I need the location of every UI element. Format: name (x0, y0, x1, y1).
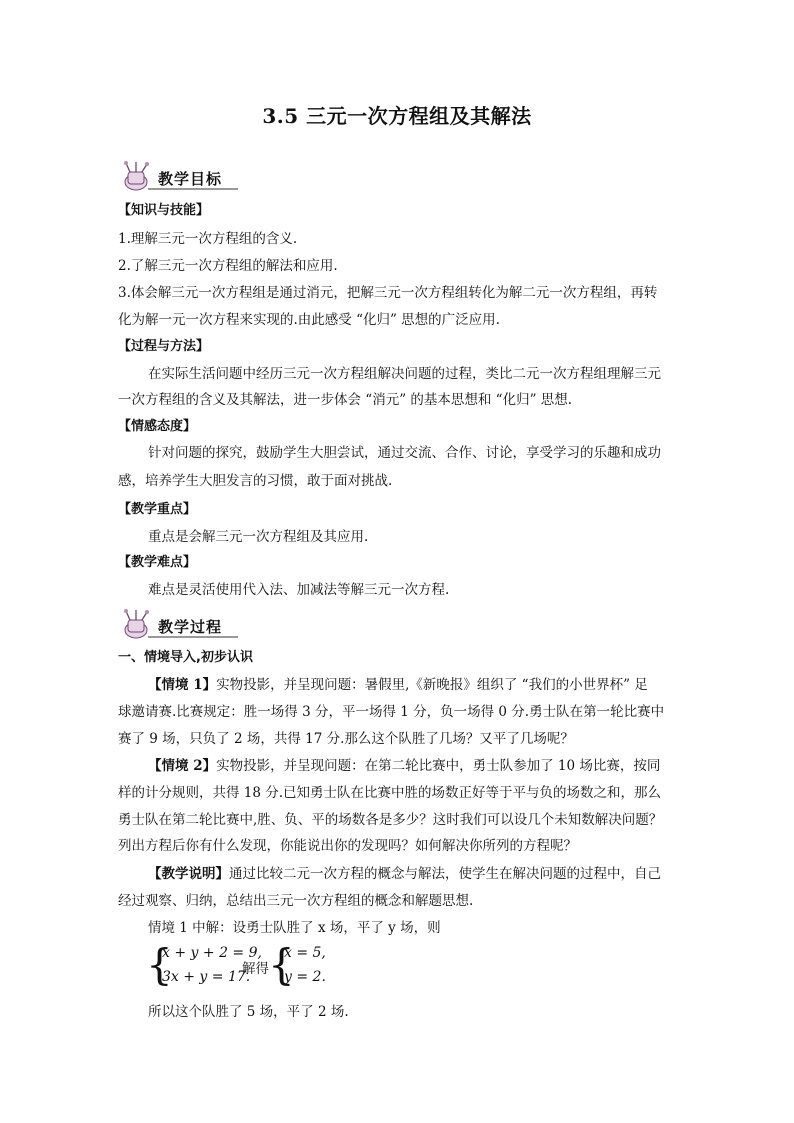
scenario-1-label: 【情境 1】 (148, 677, 217, 693)
answer-1: x = 5, (284, 945, 326, 961)
result-brace: { (268, 940, 295, 989)
attitude-line: 感，培养学生大胆发言的习惯，敢于面对挑战. (118, 473, 393, 489)
difficulty-text: 难点是灵活使用代入法、加减法等解三元一次方程. (148, 582, 450, 598)
section-heading: 一、情境导入,初步认识 (118, 650, 253, 665)
process-banner (118, 608, 240, 640)
method-header: 【过程与方法】 (118, 339, 210, 354)
teaching-note-line: 经过观察、归纳，总结出三元一次方程组的概念和解题思想. (118, 893, 474, 909)
knowledge-item: 2.了解三元一次方程组的解法和应用. (118, 258, 338, 274)
key-point-text: 重点是会解三元一次方程组及其应用. (148, 529, 369, 545)
solution-intro: 情境 1 中解：设勇士队胜了 x 场，平了 y 场，则 (148, 920, 441, 936)
conclusion: 所以这个队胜了 5 场，平了 2 场. (148, 1004, 349, 1020)
method-line: 在实际生活问题中经历三元一次方程组解决问题的过程，类比二元一次方程组理解三元 (148, 366, 661, 382)
equation-2: 3x + y = 17. (162, 969, 251, 985)
teaching-note-label: 【教学说明】 (148, 866, 229, 882)
knowledge-item: 3.体会解三元一次方程组是通过消元，把解三元一次方程组转化为解二元一次方程组，再转 (118, 285, 658, 301)
attitude-header: 【情感态度】 (118, 419, 197, 434)
left-brace: { (146, 940, 173, 989)
equation-1: x + y + 2 = 9, (162, 945, 262, 961)
page-title: 3.5 三元一次方程组及其解法 (262, 104, 532, 128)
attitude-line: 针对问题的探究，鼓励学生大胆尝试，通过交流、合作、讨论，享受学习的乐趣和成功 (148, 445, 661, 461)
knowledge-item: 1.理解三元一次方程组的含义. (118, 231, 298, 247)
process-banner-label: 教学过程 (158, 618, 223, 636)
scenario-2-line: 列出方程后你有什么发现，你能说出你的发现吗？如何解决你所列的方程呢？ (118, 838, 577, 854)
teaching-note-line: 【教学说明】通过比较二元一次方程的概念与解法，使学生在解决问题的过程中，自己 (148, 866, 661, 882)
scenario-2-line: 【情境 2】实物投影，并呈现问题：在第二轮比赛中，勇士队参加了 10 场比赛，按同 (148, 758, 661, 774)
scenario-2-label: 【情境 2】 (148, 758, 217, 774)
method-line: 一次方程组的含义及其解法，进一步体会 “消元” 的基本思想和 “化归” 思想. (118, 392, 573, 408)
difficulty-header: 【教学难点】 (118, 555, 197, 570)
scenario-2-line: 勇士队在第二轮比赛中,胜、负、平的场数各是多少？这时我们可以设几个未知数解决问题？ (118, 812, 663, 828)
goals-banner-label: 教学目标 (158, 170, 223, 188)
solve-word: 解得 (242, 961, 269, 977)
scenario-1-line: 球邀请赛.比赛规定：胜一场得 3 分，平一场得 1 分，负一场得 0 分.勇士队在第一轮比赛中 (118, 704, 665, 720)
knowledge-header: 【知识与技能】 (118, 203, 210, 218)
scenario-1-line: 赛了 9 场，只负了 2 场，共得 17 分.那么这个队胜了几场？又平了几场呢？ (118, 731, 574, 747)
key-point-header: 【教学重点】 (118, 502, 197, 517)
knowledge-item: 化为解一元一次方程来实现的.由此感受 “化归” 思想的广泛应用. (118, 312, 500, 328)
answer-2: y = 2. (284, 969, 326, 985)
goals-banner (118, 160, 240, 192)
scenario-2-line: 样的计分规则，共得 18 分.已知勇士队在比赛中胜的场数正好等于平与负的场数之和，那么 (118, 785, 662, 801)
scenario-1-line: 【情境 1】实物投影，并呈现问题：暑假里,《新晚报》组织了 “我们的小世界杯” 足 (148, 677, 648, 693)
